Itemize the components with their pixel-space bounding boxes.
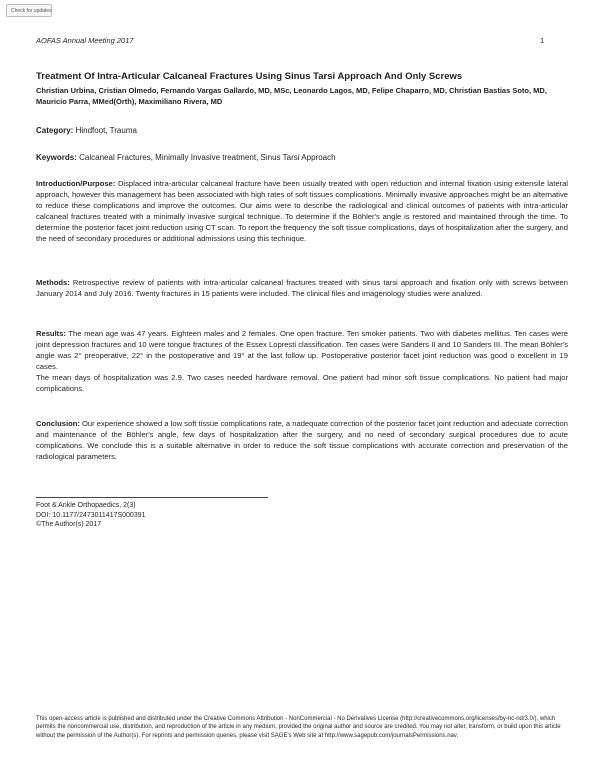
- results-section: [36, 329, 568, 394]
- methods-section: [36, 278, 568, 300]
- conclusion-label: Conclusion:: [36, 419, 80, 428]
- introduction-section: [36, 179, 568, 244]
- running-head: AOFAS Annual Meeting 2017: [36, 36, 134, 45]
- introduction-label: Introduction/Purpose:: [36, 179, 116, 188]
- article-title: Treatment Of Intra-Articular Calcaneal Fractures Using Sinus Tarsi Approach And Only Screws: [36, 71, 463, 82]
- methods-text: Retrospective review of patients with intra-articular calcaneal fractures treated with sinus tarsi approach and fixation only with screws between January 2014 and July 2016. Twenty fractures in 15 patients were included. The clinical files and imagenology studies were analized.: [36, 278, 568, 298]
- category-section: [36, 126, 568, 137]
- category-label: Category:: [36, 126, 74, 135]
- results-text-continued: The mean days of hospitalization was 2.9. Two cases needed hardware removal. One patient had minor soft tissue complications. No patient had major complications.: [36, 372, 568, 393]
- page-number: 1: [540, 36, 545, 45]
- conclusion-section: [36, 419, 568, 463]
- keywords-section: [36, 153, 568, 164]
- citation-journal: Foot & Ankle Orthopaedics, 2(3): [36, 502, 136, 509]
- methods-label: Methods:: [36, 278, 70, 287]
- conclusion-text: Our experience showed a low soft tissue complications rate, a nadequate correction of the posterior facet joint reduction and adecuate correction and maintenance of the Böhler's angle, few days of hospitalization after the surgery, and no need of secondary surgical procedures due to acute complications. We conclude this is a suitable alternative in order to reduce the soft tissue complications with accurate correction and preservation of the radiological parameters.: [36, 419, 568, 461]
- results-label: Results:: [36, 329, 66, 338]
- category-text: Hindfoot, Trauma: [75, 126, 137, 135]
- citation-doi[interactable]: DOI: 10.1177/2473011417S000391: [36, 511, 146, 519]
- check-for-updates-label: Check for updates: [11, 7, 52, 14]
- footnote-divider: [36, 497, 268, 498]
- license-notice: This open-access article is published and distributed under the Creative Commons Attribution - NonCommercial - No Derivatives License (http://creativecommons.org/licenses/by-nc-nd/3.0/), which permits the noncommercial use, distribution, and reproduction of the article in any medium, provided the original author and source are credited. You may not alter, transform, or build upon this article without the permission of the Author(s). For reprints and permission queries, please visit SAGE's Web site at http://www.sagepub.com/journalsPermissions.nav.: [36, 716, 561, 739]
- author-list: Christian Urbina, Cristian Olmedo, Fernando Vargas Gallardo, MD, MSc, Leonardo Lagos, MD, Felipe Chaparro, MD, Christian Bastias Soto, MD, Mauricio Parra, MMed(Orth), Maximiliano Rivera, MD: [36, 86, 547, 106]
- keywords-label: Keywords:: [36, 153, 77, 162]
- introduction-text: Displaced intra-articular calcaneal fracture have been usually treated with open reduction and internal fixation using extensile lateral approach, however this management has been associated with high rates of soft tissues complications. Minimally invasive approaches might be an alternative to reduce these complications and improve the outcomes. Our aims were to describe the radiological and clinical outcomes of patients with intra-articular calcaneal fractures treated with a minimally invasive surgical technique. To determine if the Böhler's angle is restored and maintained through the time. To determine the posterior facet joint reduction using CT scan. To report the frequency the soft tissue complications, days of hospitalization after the surgery, and the need of secondary procedures or additional admissions using this technique.: [36, 179, 568, 243]
- results-text: The mean age was 47 years. Eighteen males and 2 females. One open fracture. Ten smoker patients. Two with diabetes mellitus. Ten cases were joint depression fractures and 10 were tongue fractures of the Essex Lopresti classification. Ten cases were Sanders II and 10 Sanders III. The mean Böhler's angle was 2° preoperative, 22° in the postoperative and 19° at the last follow up. Postoperative posterior facet joint reduction was good o excellent in 19 cases.: [36, 329, 568, 371]
- citation-copyright: ©The Author(s) 2017: [36, 521, 102, 529]
- check-for-updates-badge[interactable]: [6, 4, 52, 17]
- keywords-text: Calcaneal Fractures, Minimally Invasive treatment, Sinus Tarsi Approach: [79, 153, 336, 162]
- citation-block: [36, 501, 146, 530]
